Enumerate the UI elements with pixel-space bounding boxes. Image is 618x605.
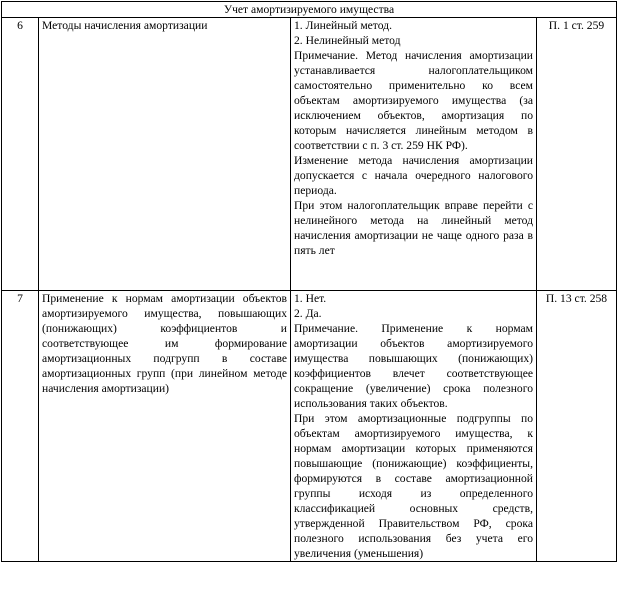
law-reference: П. 1 ст. 259	[537, 18, 617, 291]
note-paragraph: При этом амортизационные подгруппы по объектам амортизируемого имущества, к нормам амортизации которых применяются повышающие (понижающие) коэффициенты, формируются в составе амортизационной группы исходя из определенного классификацией основных средств, утвержденной Правительством РФ, срока полезного использования без учета его увеличения (уменьшения)	[294, 412, 533, 560]
note-paragraph: При этом налогоплательщик вправе перейти с нелинейного метода на линейный метод начисления амортизации не чаще одного раза в пять лет	[294, 199, 533, 257]
note-paragraph: Примечание. Применение к нормам амортизации объектов амортизируемого имущества повышающих (понижающих) коэффициентов влечет соответствующее сокращение (увеличение) срока полезного использования таких объектов.	[294, 322, 533, 410]
option-item: 1. Линейный метод.	[294, 19, 392, 32]
note-paragraph: Примечание. Метод начисления амортизации устанавливается налогоплательщиком самостоятельно применительно ко всем объектам амортизируемого имущества (за исключением объектов, амортизация по которым начисляется линейным методом в соответствии с п. 3 ст. 259 НК РФ).	[294, 49, 533, 152]
option-item: 2. Нелинейный метод	[294, 34, 401, 47]
row-content	[291, 291, 537, 562]
table-row	[2, 18, 617, 291]
section-header-row	[2, 2, 617, 18]
note-paragraph: Изменение метода начисления амортизации допускается с начала очередного налогового периода.	[294, 154, 533, 197]
option-item: 2. Да.	[294, 307, 322, 320]
row-name: Применение к нормам амортизации объектов амортизируемого имущества, повышающих (понижающих) коэффициентов и соответствующее им формирование амортизационных подгрупп в составе амортизационных групп (при линейном методе начисления амортизации)	[39, 291, 291, 562]
row-name: Методы начисления амортизации	[39, 18, 291, 291]
law-reference: П. 13 ст. 258	[537, 291, 617, 562]
row-number: 6	[2, 18, 39, 291]
accounting-policy-table	[1, 1, 617, 562]
section-title: Учет амортизируемого имущества	[2, 2, 617, 18]
table-row	[2, 291, 617, 562]
row-number: 7	[2, 291, 39, 562]
row-content	[291, 18, 537, 291]
option-item: 1. Нет.	[294, 292, 327, 305]
